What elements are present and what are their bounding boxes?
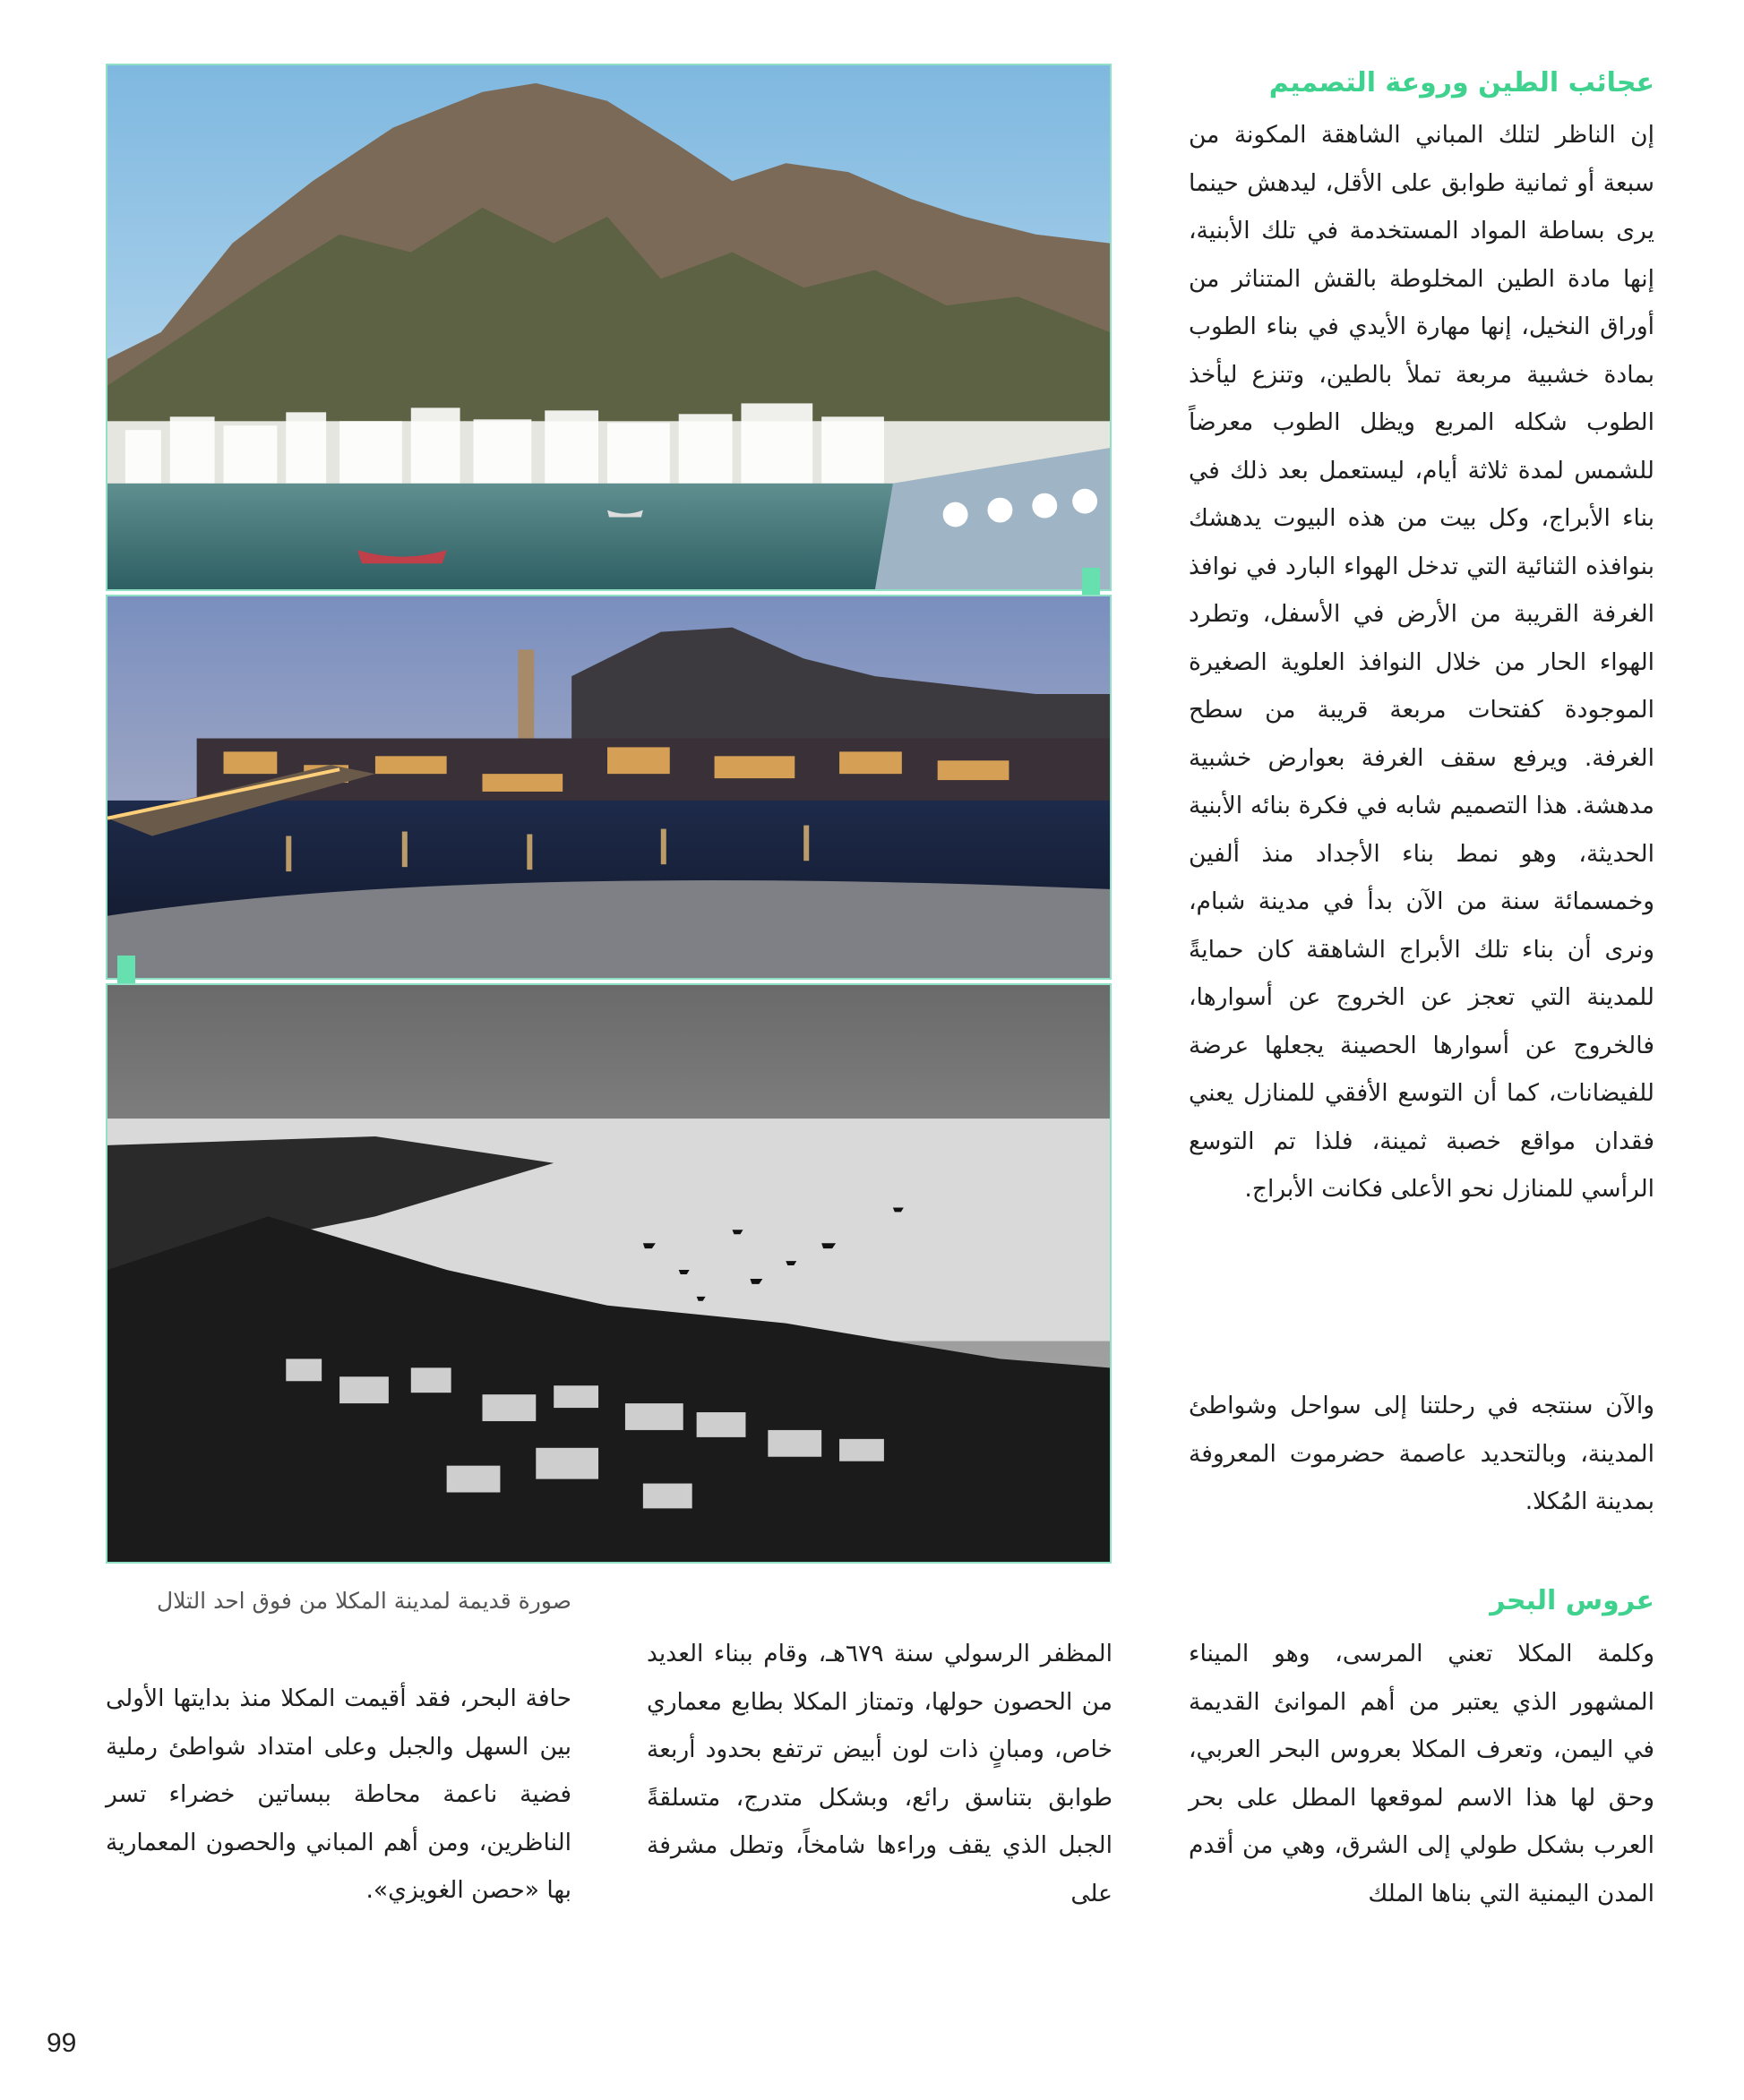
column-text-left: حافة البحر، فقد أقيمت المكلا منذ بدايتها الأولى بين السهل والجبل وعلى امتداد شواطئ رملية فضية ناعمة محاطة ببساتين خضراء تسر الناظرين، ومن أهم المباني والحصون المعمارية بها «حصن الغويزي». — [106, 1684, 571, 1904]
photo-caption: صورة قديمة لمدينة المكلا من فوق احد التلال — [156, 1588, 571, 1614]
column-text-right: وكلمة المكلا تعني المرسى، وهو الميناء المشهور الذي يعتبر من أهم الموانئ القديمة في اليمن، وتعرف المكلا بعروس البحر العربي، وحق لها هذا الاسم لموقعها المطل على بحر العرب بشكل طولي إلى الشرق، وهي من أقدم المدن اليمنية التي بناها الملك — [1189, 1640, 1654, 1907]
section-heading-sea-bride: عروس البحر — [1490, 1585, 1654, 1616]
intro-paragraph-mukalla: والآن سنتجه في رحلتنا إلى سواحل وشواطئ المدينة، وبالتحديد عاصمة حضرموت المعروفة بمدينة المُكلا. — [1189, 1392, 1654, 1515]
photo-mukalla-night — [106, 595, 1112, 980]
section-paragraph-clay-wonders: إن الناظر لتلك المباني الشاهقة المكونة من سبعة أو ثمانية طوابق على الأقل، ليدهش حينما يرى بساطة المواد المستخدمة في تلك الأبنية، إنها مادة الطين المخلوطة بالقش المتناثر من أوراق النخيل، إنها مهارة الأيدي في بناء الطوب بمادة خشبية مربعة تملأ بالطين، وتنزع ليأخذ الطوب شكله المربع ويظل الطوب معرضاً للشمس لمدة ثلاثة أيام، ليستعمل بعد ذلك في بناء الأبراج، وكل بيت من هذه البيوت يدهشك بنوافذه الثنائية التي تدخل الهواء البارد في نوافذ الغرفة القريبة من الأرض في الأسفل، وتطرد الهواء الحار من خلال النوافذ العلوية الصغيرة الموجودة كفتحات مربعة قريبة من سطح الغرفة. ويرفع سقف الغرفة بعوارض خشبية مدهشة. هذا التصميم شابه في فكرة بنائه الأبنية الحديثة، وهو نمط بناء الأجداد منذ ألفين وخمسمائة سنة من الآن بدأ في مدينة شبام، ونرى أن بناء تلك الأبراج الشاهقة كان حمايةً للمدينة التي تعجز عن الخروج عن أسوارها، فالخروج عن أسوارها الحصينة يجعلها عرضة للفيضانات، كما أن التوسع الأفقي للمنازل يعني فقدان مواقع خصبة ثمينة، فلذا تم التوسع الرأسي للمنازل نحو الأعلى فكانت الأبراج. — [1189, 121, 1654, 1203]
section-heading-clay-wonders: عجائب الطين وروعة التصميم — [1268, 67, 1654, 99]
page-number: 99 — [47, 2028, 77, 2058]
photo-mukalla-historic — [106, 983, 1112, 1564]
column-text-middle: المظفر الرسولي سنة ٦٧٩هـ، وقام ببناء العديد من الحصون حولها، وتمتاز المكلا بطابع معماري خاص، ومبانٍ ذات لون أبيض ترتفع بحدود أربعة طوابق بتناسق رائع، وبشكل متدرج، متسلقةً الجبل الذي يقف وراءها شامخاً، وتطل مشرفة على — [647, 1640, 1113, 1907]
photo-mukalla-harbor-day — [106, 64, 1112, 591]
